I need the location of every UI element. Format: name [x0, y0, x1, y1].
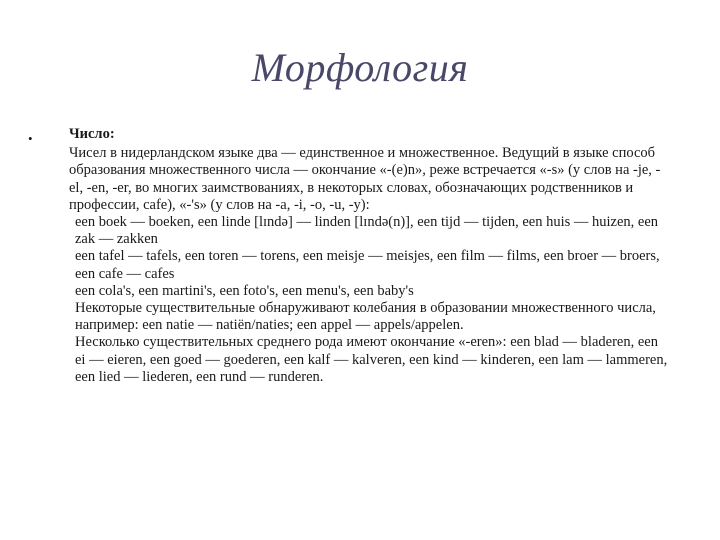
slide-title: Морфология — [251, 45, 469, 90]
example-en-plural: een boek — boeken, een linde [lɪndə] — linden [lɪndə(n)], een tijd — tijden, een huis — huizen, een zak — zakken — [75, 214, 659, 248]
bullet-icon: • — [28, 131, 33, 146]
eren-paragraph: Несколько существительных среднего рода имеют окончание «-eren»: een blad — bladeren, een ei — eieren, een goed — goederen, een kalf — kalveren, een kind — kinderen, een lam — lammeren, een lied — liederen, een rund — runderen. — [75, 334, 668, 385]
section-heading: Число: — [69, 126, 115, 142]
variation-paragraph: Некоторые существительные обнаруживают колебания в образовании множественного числа, например: een natie — natiën/naties; een appel — appels/appelen. — [75, 300, 656, 334]
example-s-plural: een tafel — tafels, een toren — torens, een meisje — meisjes, een film — films, een broer — broers, een cafe — cafes — [75, 248, 660, 282]
example-apostrophe-s-plural: een cola's, een martini's, een foto's, een menu's, een baby's — [75, 282, 414, 299]
intro-paragraph: Чисел в нидерландском языке два — единственное и множественное. Ведущий в языке способ образования множественного числа — окончание «-(e)n», реже встречается «-s» (у слов на -je, -el, -en, -er, во многих заимствованиях, в некоторых словах, обозначающих родственников и профессии, cafe), «-'s» (у слов на -a, -i, -o, -u, -y): — [69, 145, 661, 213]
slide-body — [69, 126, 669, 386]
